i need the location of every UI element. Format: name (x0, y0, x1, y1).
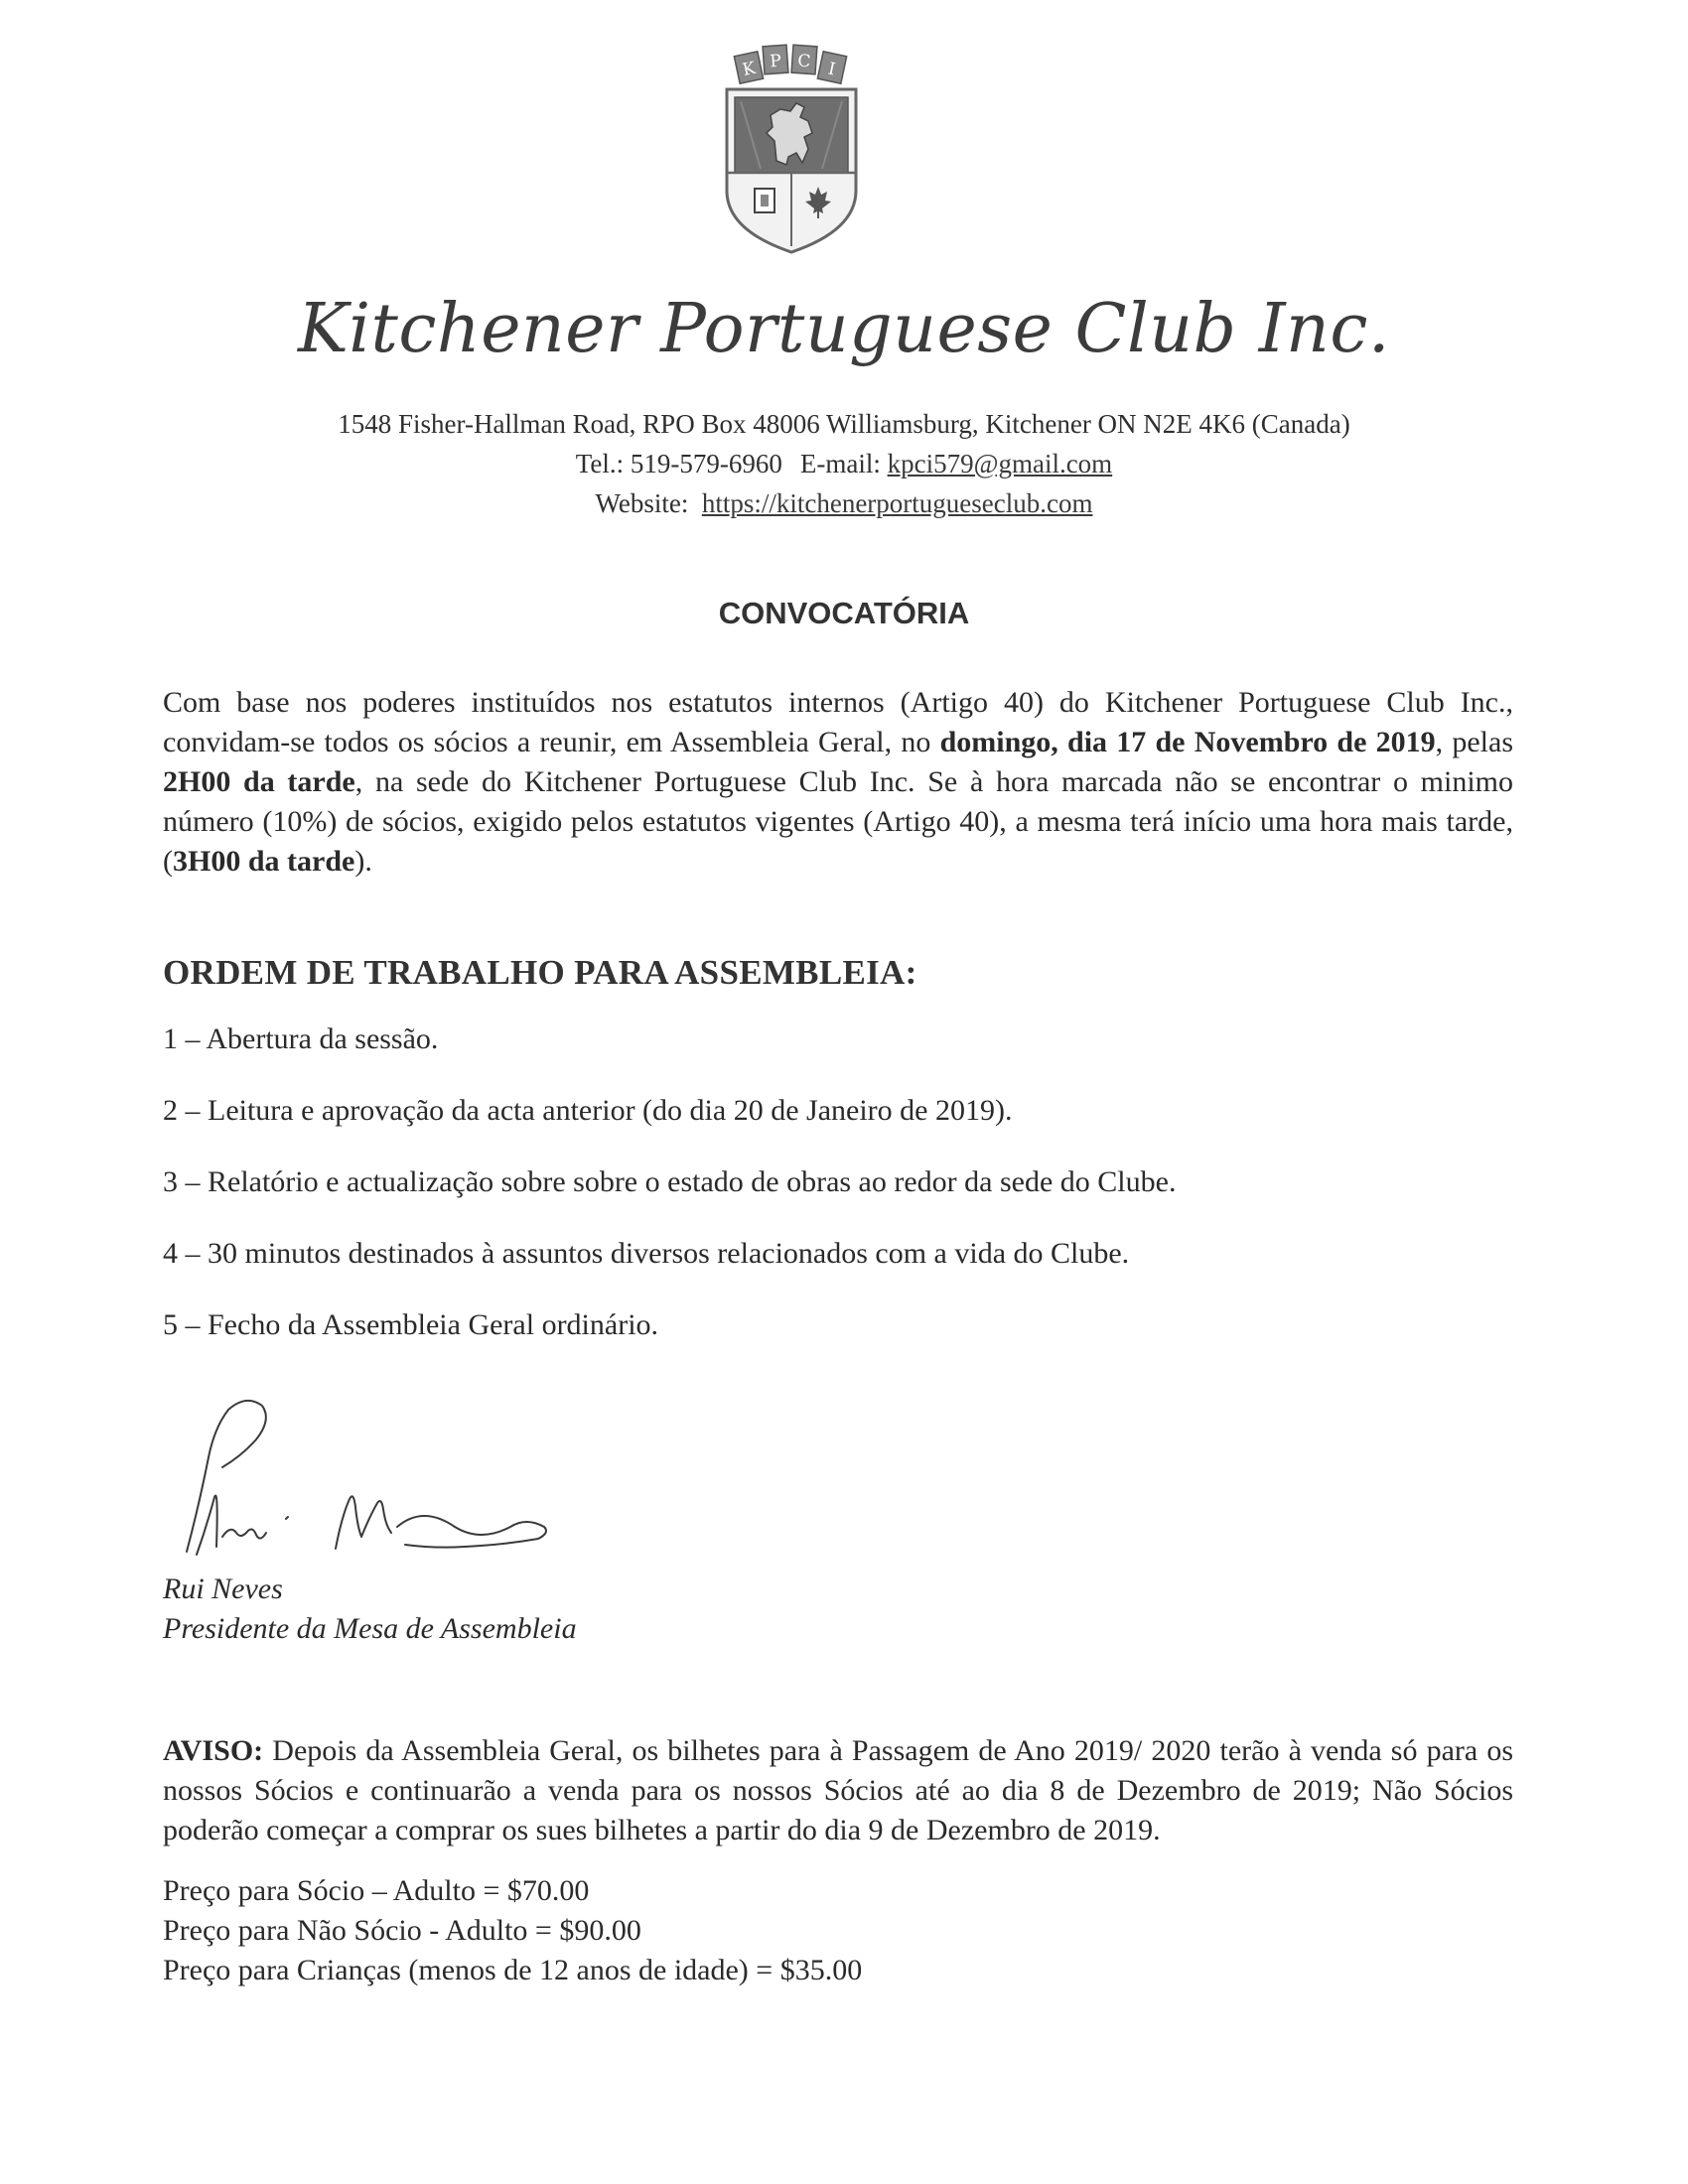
email-label: E-mail: (799, 449, 881, 478)
club-address: 1548 Fisher-Hallman Road, RPO Box 48006 Williamsburg, Kitchener ON N2E 4K6 (Canada) (338, 409, 1350, 439)
price-nonmember-adult: Preço para Não Sócio - Adulto = $90.00 (163, 1914, 641, 1947)
agenda-item: 3 – Relatório e actualização sobre sobre o estado de obras ao redor da sede do Clube. (163, 1165, 1177, 1198)
price-children: Preço para Crianças (menos de 12 anos de idade) = $35.00 (163, 1954, 863, 1986)
notice-paragraph (163, 1731, 1513, 1850)
contact-line (0, 449, 1688, 479)
intro-text-1: Com base nos poderes instituídos nos estatutos internos (Artigo 40) do Kitchener Portuguese Club Inc., convidam-se todos os sócios a reunir, em Assembleia Geral, no (163, 686, 1513, 758)
handwritten-signature (167, 1388, 614, 1559)
notice-text: Depois da Assembleia Geral, os bilhetes para à Passagem de Ano 2019/ 2020 terão à venda só para os nossos Sócios e continuarão a venda para os nossos Sócios até ao dia 8 de Dezembro de 2019; Não Sócios poderão começar a comprar os sues bilhetes a partir do dia 9 de Dezembro de 2019. (163, 1734, 1513, 1846)
website-line (0, 488, 1688, 519)
price-member-adult: Preço para Sócio – Adulto = $70.00 (163, 1874, 590, 1907)
email-link[interactable]: kpci579@gmail.com (887, 449, 1113, 478)
signer-name: Rui Neves (163, 1572, 283, 1605)
agenda-title: ORDEM DE TRABALHO PARA ASSEMBLEIA: (163, 953, 917, 992)
intro-text-3: , na sede do Kitchener Portuguese Club Inc. Se à hora marcada não se encontrar o minimo número (10%) de sócios, exigido pelos estatutos vigentes (Artigo 40), a mesma terá início uma hora mais tarde, ( (163, 765, 1514, 878)
agenda-item: 2 – Leitura e aprovação da acta anterior (do dia 20 de Janeiro de 2019). (163, 1094, 1013, 1127)
intro-paragraph (163, 683, 1513, 882)
club-crest-logo (717, 42, 866, 260)
website-label: Website: (595, 488, 689, 518)
telephone: Tel.: 519-579-6960 (575, 449, 782, 478)
svg-text:K: K (741, 58, 758, 81)
intro-text-4: ). (354, 845, 372, 878)
agenda-item: 1 – Abertura da sessão. (163, 1023, 439, 1055)
signer-role: Presidente da Mesa de Assembleia (163, 1612, 577, 1645)
svg-text:P: P (769, 51, 782, 72)
fallback-time: 3H00 da tarde (173, 845, 355, 878)
svg-text:I: I (826, 59, 837, 80)
agenda-item: 4 – 30 minutos destinados à assuntos diversos relacionados com a vida do Clube. (163, 1237, 1130, 1270)
svg-text:C: C (796, 51, 812, 72)
club-name: Kitchener Portuguese Club Inc. (297, 290, 1391, 368)
website-link[interactable]: https://kitchenerportugueseclub.com (701, 488, 1093, 518)
meeting-time: 2H00 da tarde (163, 765, 355, 798)
intro-text-2: , pelas (1435, 726, 1513, 758)
agenda-item: 5 – Fecho da Assembleia Geral ordinário. (163, 1308, 659, 1341)
meeting-date: domingo, dia 17 de Novembro de 2019 (939, 726, 1436, 758)
notice-label: AVISO: (163, 1734, 264, 1767)
document-title: CONVOCATÓRIA (718, 596, 970, 630)
crest-letter-tiles (734, 45, 846, 83)
